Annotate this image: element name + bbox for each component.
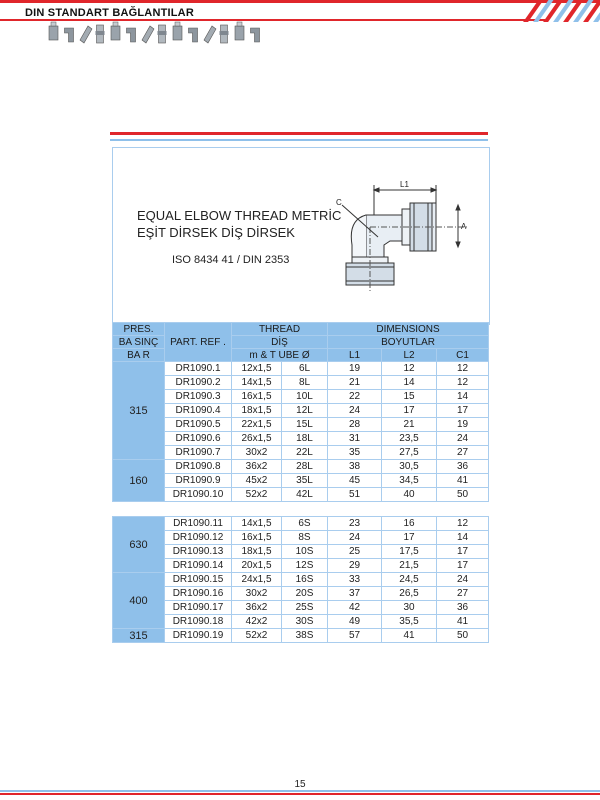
header-basinc: BA SINÇ <box>113 336 165 349</box>
header-l1: L1 <box>328 349 382 362</box>
l2-cell: 17 <box>382 531 437 545</box>
l2-cell: 30 <box>382 601 437 615</box>
l1-cell: 22 <box>328 390 382 404</box>
fitting-icon <box>173 22 182 40</box>
table-row <box>113 573 489 587</box>
l1-cell: 51 <box>328 488 382 502</box>
l1-cell: 35 <box>328 446 382 460</box>
c1-cell: 50 <box>437 488 489 502</box>
thread-cell: 42x2 <box>232 615 282 629</box>
tube-cell: 38S <box>282 629 328 643</box>
c1-cell: 24 <box>437 573 489 587</box>
footer-blue-rule <box>0 790 600 792</box>
c1-cell: 19 <box>437 418 489 432</box>
fitting-icon <box>49 22 58 40</box>
l1-cell: 42 <box>328 601 382 615</box>
header-bar: BA R <box>113 349 165 362</box>
thread-cell: 36x2 <box>232 460 282 474</box>
table-row <box>113 587 489 601</box>
product-standard: ISO 8434 41 / DIN 2353 <box>172 254 290 266</box>
spec-table-heavy <box>112 516 489 643</box>
fitting-icon <box>235 22 244 40</box>
part-ref-cell: DR1090.14 <box>165 559 232 573</box>
l2-cell: 17 <box>382 404 437 418</box>
pressure-cell: 160 <box>113 460 165 502</box>
c1-cell: 14 <box>437 531 489 545</box>
thread-cell: 12x1,5 <box>232 362 282 376</box>
product-title-en: EQUAL ELBOW THREAD METRİC <box>137 208 342 223</box>
c1-cell: 17 <box>437 559 489 573</box>
tube-cell: 6L <box>282 362 328 376</box>
l1-cell: 29 <box>328 559 382 573</box>
part-ref-cell: DR1090.1 <box>165 362 232 376</box>
l2-cell: 27,5 <box>382 446 437 460</box>
l1-cell: 24 <box>328 404 382 418</box>
c1-cell: 27 <box>437 587 489 601</box>
table-row <box>113 601 489 615</box>
thread-cell: 16x1,5 <box>232 531 282 545</box>
elbow-technical-drawing <box>318 175 488 295</box>
tube-cell: 6S <box>282 517 328 531</box>
thread-cell: 18x1,5 <box>232 545 282 559</box>
table-row <box>113 446 489 460</box>
table-row <box>113 517 489 531</box>
l2-cell: 21,5 <box>382 559 437 573</box>
c1-cell: 17 <box>437 404 489 418</box>
c-label: C <box>336 198 342 207</box>
l1-cell: 24 <box>328 531 382 545</box>
thread-cell: 52x2 <box>232 488 282 502</box>
tube-cell: 12L <box>282 404 328 418</box>
table-row <box>113 545 489 559</box>
part-ref-cell: DR1090.15 <box>165 573 232 587</box>
fitting-icon <box>251 28 260 42</box>
l1-cell: 31 <box>328 432 382 446</box>
panel-red-rule <box>110 132 488 135</box>
thread-cell: 20x1,5 <box>232 559 282 573</box>
thread-cell: 26x1,5 <box>232 432 282 446</box>
table-row <box>113 629 489 643</box>
part-ref-cell: DR1090.3 <box>165 390 232 404</box>
c1-cell: 14 <box>437 390 489 404</box>
header-c1: C1 <box>437 349 489 362</box>
l2-cell: 15 <box>382 390 437 404</box>
table-row <box>113 474 489 488</box>
tube-cell: 22L <box>282 446 328 460</box>
l1-cell: 25 <box>328 545 382 559</box>
footer-red-rule <box>0 793 600 795</box>
c1-cell: 24 <box>437 432 489 446</box>
table-row <box>113 531 489 545</box>
part-ref-cell: DR1090.5 <box>165 418 232 432</box>
table-row <box>113 418 489 432</box>
fittings-strip <box>45 20 265 50</box>
part-ref-cell: DR1090.2 <box>165 376 232 390</box>
l1-cell: 21 <box>328 376 382 390</box>
fitting-icon <box>220 25 229 43</box>
thread-cell: 14x1,5 <box>232 376 282 390</box>
thread-cell: 30x2 <box>232 446 282 460</box>
fitting-icon <box>158 25 167 43</box>
header-dimensions: DIMENSIONS <box>328 323 489 336</box>
panel-blue-rule <box>110 139 488 141</box>
l2-cell: 12 <box>382 362 437 376</box>
fitting-icon <box>96 25 105 43</box>
tube-cell: 35L <box>282 474 328 488</box>
table-row <box>113 390 489 404</box>
table-row <box>113 488 489 502</box>
thread-cell: 24x1,5 <box>232 573 282 587</box>
part-ref-cell: DR1090.9 <box>165 474 232 488</box>
table-row <box>113 615 489 629</box>
part-ref-cell: DR1090.4 <box>165 404 232 418</box>
c1-cell: 12 <box>437 362 489 376</box>
part-ref-cell: DR1090.16 <box>165 587 232 601</box>
spec-table-standard <box>112 322 489 502</box>
part-ref-cell: DR1090.7 <box>165 446 232 460</box>
tube-cell: 30S <box>282 615 328 629</box>
section-title: DIN STANDART BAĞLANTILAR <box>25 7 194 19</box>
part-ref-cell: DR1090.17 <box>165 601 232 615</box>
l2-cell: 26,5 <box>382 587 437 601</box>
part-ref-cell: DR1090.19 <box>165 629 232 643</box>
fitting-icon <box>111 22 120 40</box>
l1-cell: 49 <box>328 615 382 629</box>
l1-cell: 45 <box>328 474 382 488</box>
l2-cell: 35,5 <box>382 615 437 629</box>
tube-cell: 8L <box>282 376 328 390</box>
thread-cell: 14x1,5 <box>232 517 282 531</box>
header-bar <box>0 3 560 19</box>
pressure-cell: 315 <box>113 629 165 643</box>
l2-cell: 14 <box>382 376 437 390</box>
l2-cell: 34,5 <box>382 474 437 488</box>
table-row <box>113 404 489 418</box>
thread-cell: 30x2 <box>232 587 282 601</box>
c1-cell: 27 <box>437 446 489 460</box>
tube-cell: 10L <box>282 390 328 404</box>
pressure-cell: 630 <box>113 517 165 573</box>
page-number: 15 <box>294 779 306 790</box>
part-ref-cell: DR1090.13 <box>165 545 232 559</box>
part-ref-cell: DR1090.10 <box>165 488 232 502</box>
table-row <box>113 559 489 573</box>
header-dis: DİŞ <box>232 336 328 349</box>
thread-cell: 52x2 <box>232 629 282 643</box>
header-boyutlar: BOYUTLAR <box>328 336 489 349</box>
fitting-icon <box>142 26 154 43</box>
part-ref-cell: DR1090.8 <box>165 460 232 474</box>
header-l2: L2 <box>382 349 437 362</box>
c1-cell: 50 <box>437 629 489 643</box>
tube-cell: 42L <box>282 488 328 502</box>
header-part-ref: PART. REF . <box>165 323 232 362</box>
table-row <box>113 432 489 446</box>
l2-cell: 17,5 <box>382 545 437 559</box>
part-ref-cell: DR1090.12 <box>165 531 232 545</box>
pressure-cell: 400 <box>113 573 165 629</box>
c1-cell: 12 <box>437 376 489 390</box>
a-label: A <box>461 222 467 231</box>
tube-cell: 18L <box>282 432 328 446</box>
c1-cell: 41 <box>437 474 489 488</box>
thread-cell: 22x1,5 <box>232 418 282 432</box>
tube-cell: 20S <box>282 587 328 601</box>
l1-cell: 38 <box>328 460 382 474</box>
table-row <box>113 376 489 390</box>
l2-cell: 21 <box>382 418 437 432</box>
header-tube: m & T UBE Ø <box>232 349 328 362</box>
l1-cell: 57 <box>328 629 382 643</box>
tube-cell: 12S <box>282 559 328 573</box>
l2-cell: 24,5 <box>382 573 437 587</box>
part-ref-cell: DR1090.6 <box>165 432 232 446</box>
l2-cell: 16 <box>382 517 437 531</box>
l2-cell: 23,5 <box>382 432 437 446</box>
tube-cell: 15L <box>282 418 328 432</box>
product-title-tr: EŞİT DİRSEK DİŞ DİRSEK <box>137 225 295 240</box>
l1-cell: 23 <box>328 517 382 531</box>
l1-cell: 19 <box>328 362 382 376</box>
fitting-icon <box>204 26 216 43</box>
tube-cell: 8S <box>282 531 328 545</box>
part-ref-cell: DR1090.11 <box>165 517 232 531</box>
c1-cell: 12 <box>437 517 489 531</box>
c1-cell: 41 <box>437 615 489 629</box>
l2-cell: 30,5 <box>382 460 437 474</box>
thread-cell: 36x2 <box>232 601 282 615</box>
c1-cell: 36 <box>437 460 489 474</box>
table-row <box>113 460 489 474</box>
pressure-cell: 315 <box>113 362 165 460</box>
l2-cell: 41 <box>382 629 437 643</box>
c1-cell: 36 <box>437 601 489 615</box>
thread-cell: 45x2 <box>232 474 282 488</box>
header-thread: THREAD <box>232 323 328 336</box>
tube-cell: 10S <box>282 545 328 559</box>
l1-cell: 37 <box>328 587 382 601</box>
thread-cell: 18x1,5 <box>232 404 282 418</box>
fitting-icon <box>127 28 136 42</box>
l1-cell: 28 <box>328 418 382 432</box>
l1-cell: 33 <box>328 573 382 587</box>
header-stripes <box>520 0 600 22</box>
l2-cell: 40 <box>382 488 437 502</box>
tube-cell: 28L <box>282 460 328 474</box>
l1-label: L1 <box>400 180 409 189</box>
thread-cell: 16x1,5 <box>232 390 282 404</box>
fitting-icon <box>189 28 198 42</box>
c1-cell: 17 <box>437 545 489 559</box>
fitting-icon <box>65 28 74 42</box>
fitting-icon <box>80 26 92 43</box>
part-ref-cell: DR1090.18 <box>165 615 232 629</box>
table-row <box>113 362 489 376</box>
header-pres: PRES. <box>113 323 165 336</box>
tube-cell: 16S <box>282 573 328 587</box>
tube-cell: 25S <box>282 601 328 615</box>
